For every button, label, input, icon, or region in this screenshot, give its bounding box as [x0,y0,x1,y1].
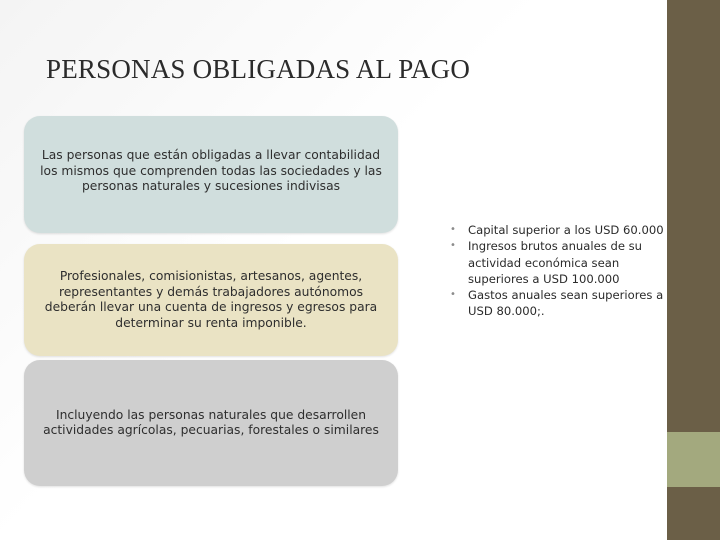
list-item [450,238,665,287]
slide-title: PERSONAS OBLIGADAS AL PAGO [46,54,471,84]
list-item [450,287,665,320]
info-card-profesionales [24,244,398,356]
info-card-contabilidad [24,116,398,233]
bullet-icon: • [450,224,456,235]
info-card-text: Incluyendo las personas naturales que desarrollen actividades agrícolas, pecuarias, forestales o similares [43,407,379,437]
info-card-text: Profesionales, comisionistas, artesanos, agentes, representantes y demás trabajadores autónomos deberán llevar una cuenta de ingresos y egresos para determinar su renta imponible. [44,269,378,330]
list-item-text: Ingresos brutos anuales de su actividad económica sean superiores a USD 100.000 [468,239,643,286]
requirements-list [450,222,665,320]
bullet-icon: • [450,240,456,252]
list-item-text: Capital superior a los USD 60.000 [468,223,664,237]
info-card-actividades [24,360,398,486]
list-item-text: Gastos anuales sean superiores a USD 80.000;. [468,288,664,319]
info-card-text: Las personas que están obligadas a llevar contabilidad los mismos que comprenden todas las sociedades y las personas naturales y sucesiones indivisas [40,148,382,194]
bullet-icon: • [450,289,456,301]
list-item [450,222,665,238]
decorative-sidebar-accent [667,432,720,487]
